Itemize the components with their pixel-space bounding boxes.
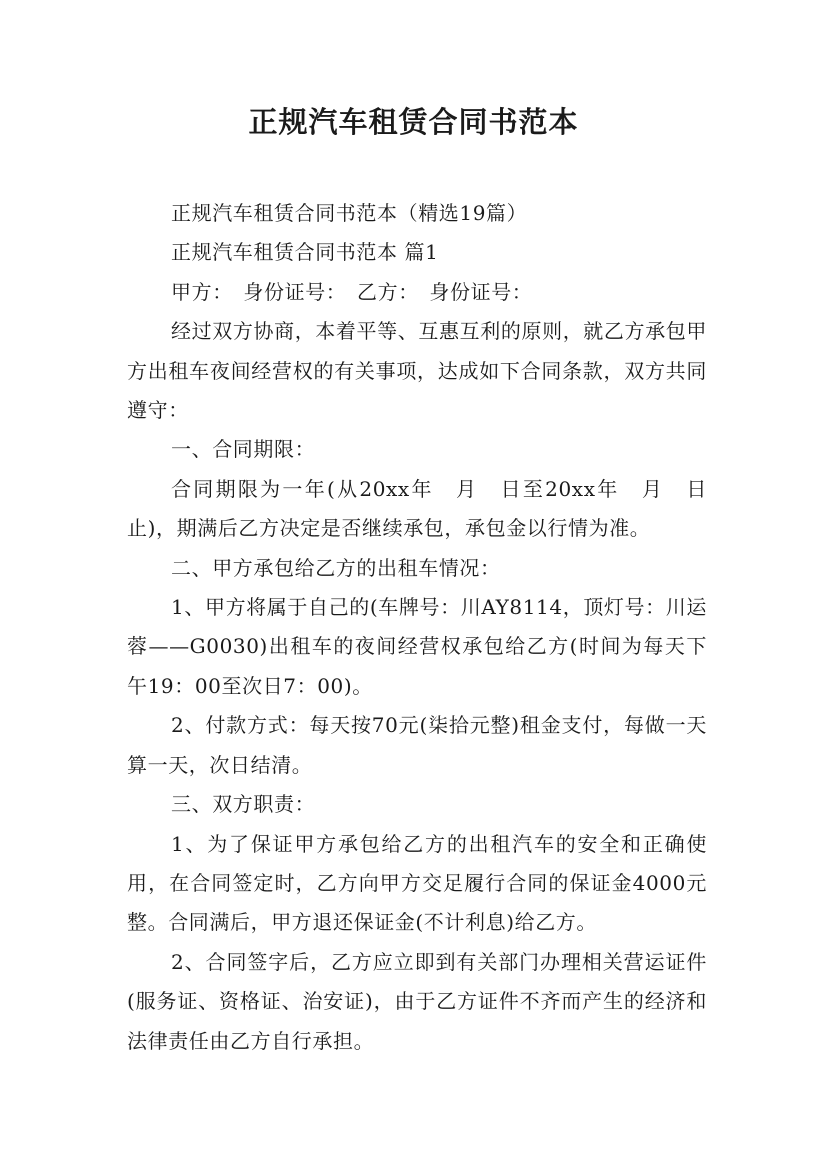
- paragraph-section-heading: 正规汽车租赁合同书范本 篇1: [171, 240, 439, 265]
- paragraph-parties: 甲方： 身份证号： 乙方： 身份证号：: [171, 279, 533, 304]
- document-body: [127, 194, 707, 1061]
- paragraph-subtitle: 正规汽车租赁合同书范本（精选19篇）: [171, 201, 528, 225]
- paragraph-duties-1: 1、为了保证甲方承包给乙方的出租汽车的安全和正确使用，在合同签定时，乙方向甲方交足履行合同的保证金4000元整。合同满后，甲方退还保证金(不计利息)给乙方。: [127, 831, 707, 935]
- paragraph-vehicle-1: 1、甲方将属于自己的(车牌号：川AY8114，顶灯号：川运蓉——G0030)出租车的夜间经营权承包给乙方(时间为每天下午19：00至次日7：00)。: [127, 595, 707, 698]
- paragraph-term: 合同期限为一年(从20xx年 月 日至20xx年 月 日止)，期满后乙方决定是否继续承包，承包金以行情为准。: [127, 476, 707, 541]
- paragraph-heading-duties: 三、双方职责：: [171, 792, 316, 817]
- paragraph-duties-2: 2、合同签字后，乙方应立即到有关部门办理相关营运证件(服务证、资格证、治安证)，由于乙方证件不齐而产生的经济和法律责任由乙方自行承担。: [127, 949, 707, 1053]
- paragraph-vehicle-2: 2、付款方式：每天按70元(柒拾元整)租金支付，每做一天算一天，次日结清。: [127, 713, 707, 777]
- paragraph-heading-term: 一、合同期限：: [171, 437, 316, 462]
- paragraph-heading-vehicle: 二、甲方承包给乙方的出租车情况：: [171, 555, 501, 580]
- paragraph-preamble: 经过双方协商，本着平等、互惠互利的原则，就乙方承包甲方出租车夜间经营权的有关事项，达成如下合同条款，双方共同遵守：: [127, 319, 707, 423]
- document-title: 正规汽车租赁合同书范本: [248, 105, 579, 139]
